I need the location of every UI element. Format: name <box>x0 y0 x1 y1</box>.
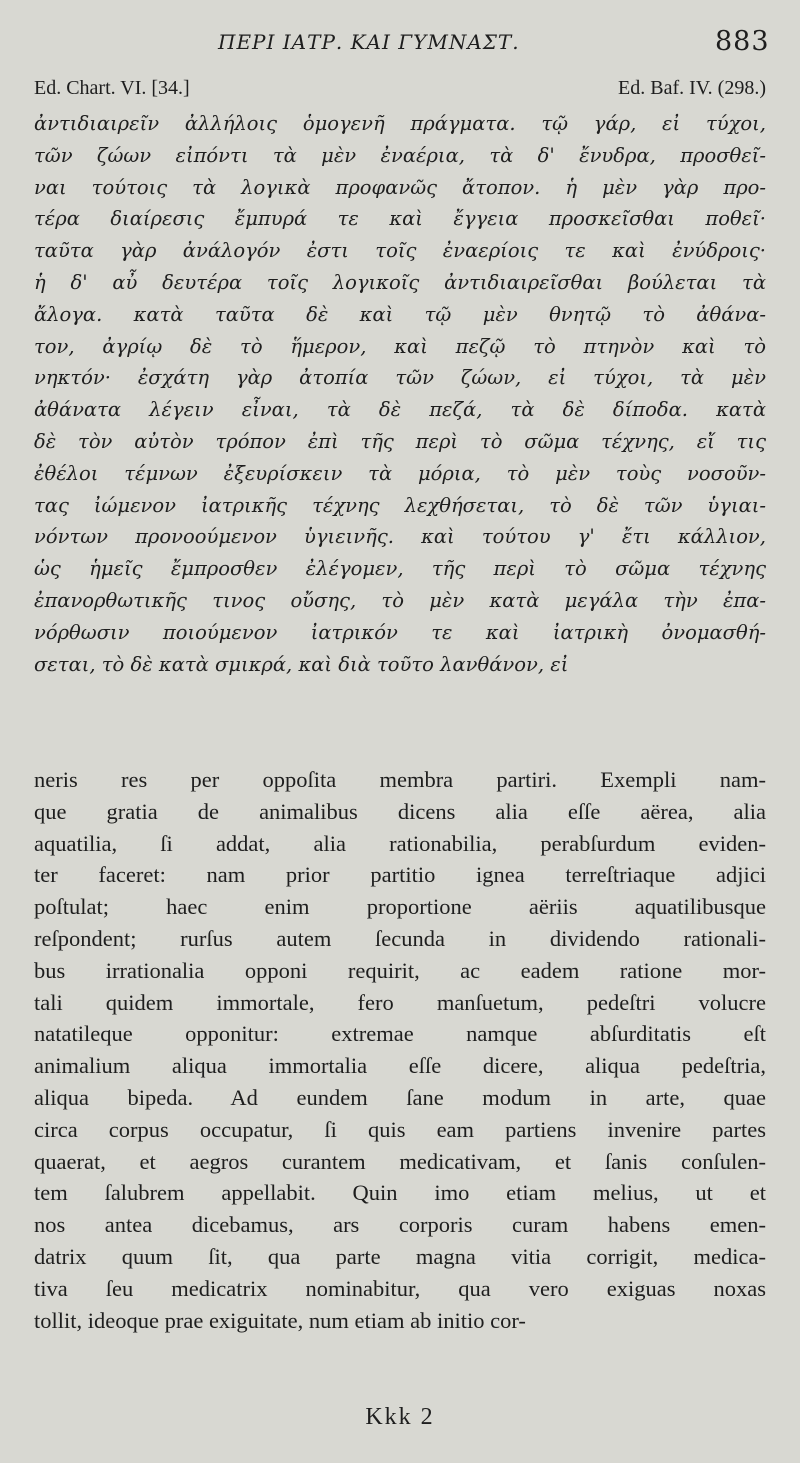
edition-references <box>34 77 766 107</box>
greek-text-line: ταῦτα γὰρ ἀνάλογόν ἐστι τοῖς ἐναερίοις τε καὶ ἐνύδροις· <box>34 239 766 263</box>
latin-text-line: ter faceret: nam prior partitio ignea terreſtriaque adjici <box>34 862 766 888</box>
latin-text-line: tollit, ideoque prae exiguitate, num etiam ab initio cor- <box>34 1307 526 1333</box>
greek-text-line: ἡ δ' αὖ δευτέρα τοῖς λογικοῖς ἀντιδιαιρεῖσθαι βούλεται τὰ <box>34 270 766 294</box>
latin-text-line: animalium aliqua immortalia eſſe dicere, aliqua pedeſtria, <box>34 1053 766 1079</box>
latin-text-line: datrix quum ſit, qua parte magna vitia corrigit, medica- <box>34 1243 766 1269</box>
latin-text-line: aliqua bipeda. Ad eundem ſane modum in arte, quae <box>34 1084 766 1110</box>
greek-text-line: ἐπανορθωτικῆς τινος οὔσης, τὸ μὲν κατὰ μεγάλα τὴν ἐπα- <box>34 588 766 612</box>
latin-text-line: tali quidem immortale, fero manſuetum, pedeſtri volucre <box>34 989 766 1015</box>
greek-text-line: δὲ τὸν αὐτὸν τρόπον ἐπὶ τῆς περὶ τὸ σῶμα τέχνης, εἴ τις <box>34 429 766 453</box>
running-head <box>0 26 800 60</box>
latin-text-line: aquatilia, ſi addat, alia rationabilia, perabſurdum eviden- <box>34 830 766 856</box>
greek-text-line: σεται, τὸ δὲ κατὰ σμικρά, καὶ διὰ τοῦτο λανθάνον, εἰ <box>34 652 569 676</box>
latin-text-line: quaerat, et aegros curantem medicativam, et ſanis conſulen- <box>34 1148 766 1174</box>
greek-text-line: ὡς ἡμεῖς ἔμπροσθεν ἐλέγομεν, τῆς περὶ τὸ σῶμα τέχνης <box>34 557 766 581</box>
greek-text-line: ἐθέλοι τέμνων ἐξευρίσκειν τὰ μόρια, τὸ μὲν τοὺς νοσοῦν- <box>34 461 766 485</box>
greek-text-line: νόντων προνοούμενον ὑγιεινῆς. καὶ τούτου γ' ἔτι κάλλιον, <box>34 525 766 549</box>
greek-text-block <box>34 108 766 680</box>
latin-text-line: reſpondent; rurſus autem ſecunda in dividendo rationali- <box>34 925 766 951</box>
latin-text-line: bus irrationalia opponi requirit, ac eadem ratione mor- <box>34 957 766 983</box>
greek-text-line: ναι τούτοις τὰ λογικὰ προφανῶς ἄτοπον. ἡ μὲν γὰρ προ- <box>34 175 766 199</box>
greek-text-line: νόρθωσιν ποιούμενον ἰατρικόν τε καὶ ἰατρικὴ ὀνομασθή- <box>34 620 766 644</box>
latin-text-line: nos antea dicebamus, ars corporis curam habens emen- <box>34 1212 766 1238</box>
greek-text-line: τέρα διαίρεσις ἔμπυρά τε καὶ ἔγγεια προσκεῖσθαι ποθεῖ· <box>34 207 766 231</box>
greek-text-line: ἄλογα. κατὰ ταῦτα δὲ καὶ τῷ μὲν θνητῷ τὸ ἀθάνα- <box>34 302 766 326</box>
latin-text-line: tem ſalubrem appellabit. Quin imo etiam melius, ut et <box>34 1180 766 1206</box>
edition-reference-chart: Ed. Chart. VI. [34.] <box>34 77 190 99</box>
running-title: ΠΕΡΙ ΙΑΤΡ. ΚΑΙ ΓΥΜΝΑΣΤ. <box>218 30 520 54</box>
greek-text-line: τον, ἀγρίῳ δὲ τὸ ἥμερον, καὶ πεζῷ τὸ πτηνὸν καὶ τὸ <box>34 334 766 358</box>
latin-text-line: poſtulat; haec enim proportione aëriis aquatilibusque <box>34 894 766 920</box>
latin-text-block <box>34 764 766 1336</box>
latin-text-line: circa corpus occupatur, ſi quis eam partiens invenire partes <box>34 1116 766 1142</box>
latin-text-line: tiva ſeu medicatrix nominabitur, qua vero exiguas noxas <box>34 1275 766 1301</box>
greek-text-line: ἀντιδιαιρεῖν ἀλλήλοις ὁμογενῆ πράγματα. τῷ γάρ, εἰ τύχοι, <box>34 112 766 135</box>
greek-text-line: ἀθάνατα λέγειν εἶναι, τὰ δὲ πεζά, τὰ δὲ δίποδα. κατὰ <box>34 398 766 422</box>
greek-text-line: τας ἰώμενον ἰατρικῆς τέχνης λεχθήσεται, τὸ δὲ τῶν ὑγιαι- <box>34 493 766 517</box>
greek-text-line: τῶν ζώων εἰπόντι τὰ μὲν ἐναέρια, τὰ δ' ἔνυδρα, προσθεῖ- <box>34 143 766 167</box>
edition-reference-basel: Ed. Baf. IV. (298.) <box>618 77 766 99</box>
latin-text-line: neris res per oppoſita membra partiri. Exempli nam- <box>34 767 766 792</box>
latin-text-line: natatileque opponitur: extremae namque abſurditatis eſt <box>34 1021 766 1047</box>
greek-text-line: νηκτόν· ἐσχάτη γὰρ ἀτοπία τῶν ζώων, εἰ τύχοι, τὰ μὲν <box>34 366 766 390</box>
page-number: 883 <box>715 26 770 57</box>
latin-text-line: que gratia de animalibus dicens alia eſſe aërea, alia <box>34 798 766 824</box>
printer-signature: Kkk 2 <box>365 1404 435 1430</box>
